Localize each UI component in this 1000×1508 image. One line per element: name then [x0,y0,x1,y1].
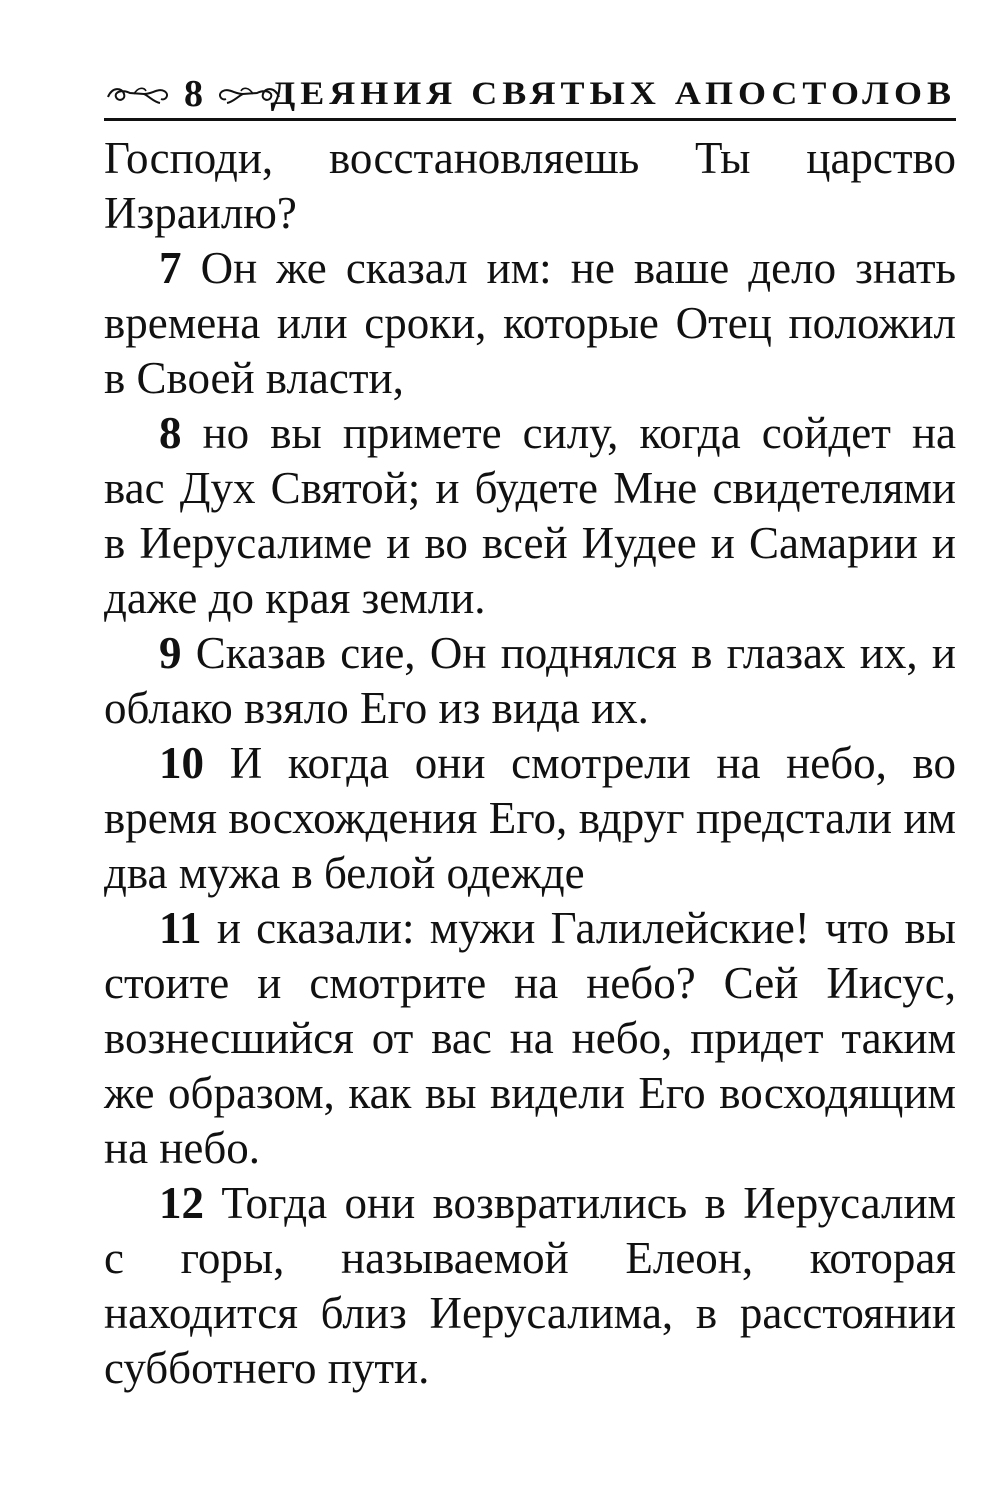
verse-text: но вы примете силу, когда сойдет на вас Дух Святой; и будете Мне свидетелями в Иерусалиме и во всей Иудее и Самарии и даже до края земли. [104,408,956,623]
running-title: ДЕЯНИЯ СВЯТЫХ АПОСТОЛОВ [270,74,956,112]
folio-group [104,74,283,114]
page-number: 8 [184,73,203,115]
flourish-ornament-icon [104,79,174,109]
verse-11 [104,901,956,1176]
verse-text: Он же сказал им: не ваше дело знать времена или сроки, которые Отец положил в Своей власти, [104,243,957,403]
verse-text: И когда они смотрели на небо, во время восхождения Его, вдруг предстали им два мужа в белой одежде [104,738,956,898]
verse-number: 8 [159,408,182,458]
verse-continuation [104,131,956,241]
scripture-text [104,131,956,1396]
verse-text: и сказали: мужи Галилейские! что вы стоите и смотрите на небо? Сей Иисус, вознесшийся от вас на небо, придет таким же образом, как вы видели Его восходящим на небо. [104,903,957,1173]
verse-text: Господи, восстановляешь Ты царство Израилю? [104,133,956,238]
verse-8 [104,406,956,626]
verse-number: 7 [159,243,182,293]
running-head [104,70,956,121]
verse-7 [104,241,956,406]
verse-10 [104,736,956,901]
verse-number: 10 [159,738,204,788]
verse-9 [104,626,956,736]
verse-text: Тогда они возвратились в Иерусалим с горы, называемой Елеон, которая находится близ Иерусалима, в расстоянии субботнего пути. [104,1178,957,1393]
verse-number: 9 [159,628,182,678]
book-page [104,70,956,1396]
verse-text: Сказав сие, Он поднялся в глазах их, и облако взяло Его из вида их. [104,628,956,733]
verse-12 [104,1176,956,1396]
verse-number: 12 [159,1178,204,1228]
verse-number: 11 [159,903,202,953]
